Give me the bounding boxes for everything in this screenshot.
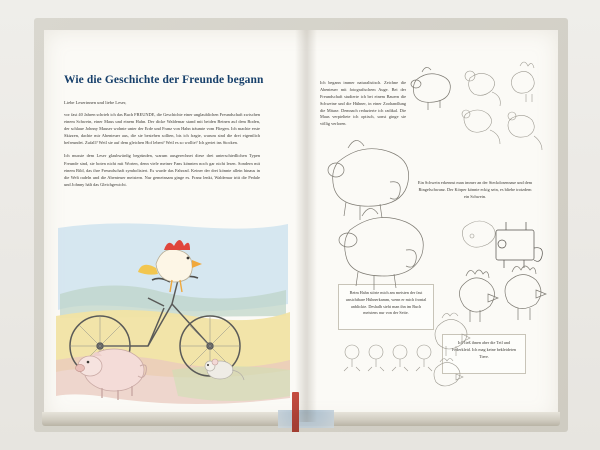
right-page: [320, 44, 552, 406]
square-pig-sketch: [496, 222, 542, 268]
pig-sketch: [411, 67, 450, 110]
paragraph-1: vor fast 40 Jahren schrieb ich das Buch FREUNDE, die Geschichte einer unglaublichen Freundschaft zwischen einem Schwein, einer Maus und einem Hahn. Der dicke Waldemar stand mit beiden Beinen auf dem Boden, der schlaue Johnny Mauser wohnte unter der Erde und Franz von Hahn träumte vom Fliegen. Ich machte erste Skizzen, dachte mir Abenteuer aus, die sie bestehen sollten, bis ich fragte, warum sind die drei eigentlich befreundet. Zufall? Weil sie auf dem gleichen Hof leben? Weil es so wollte? Ich geriet ins Stocken.: [64, 111, 260, 146]
note-box-feathers: Ich ließ ihnen aber die Teil und Federkleid. Ich mag keine bekleideten Tiere.: [442, 334, 526, 374]
chapter-title: Wie die Geschichte der Freunde begann: [64, 74, 264, 86]
right-paragraph-1: Ich begann immer naturalistisch. Zeichne die Abenteuer mit fotografischem Auge. Bei der Freundschaft studierte ich bei einem Bauern die Schweine und die Hühner, in einer Zoohandlung die Mäuse. Demnach reduzierte ich radikal. Die Maus verpieltete ich optisch, sonst ginge sie völlig verloren.: [320, 80, 406, 127]
bookmark-ribbon: [292, 392, 299, 432]
rooster-sketch-right-1: [459, 270, 498, 322]
pig-sketch-large-2: [339, 208, 423, 290]
illustration-bicycle-scene: [52, 220, 292, 410]
rooster-sketch-right-2: [505, 266, 546, 320]
pig-sketch-large: [328, 140, 409, 220]
mouse-sketch-3: [508, 112, 542, 150]
right-paragraph-2: Ein Schwein erkennst man immer an der Steckdosennase und dem Ringelschwanz. Der Körper könnte eckig sein, es bliebe trotzdem ein Schwein.: [417, 180, 533, 199]
mouse-sketch-2: [462, 110, 500, 144]
book-spine-bottom: [278, 410, 334, 428]
mouse-sketch: [465, 71, 500, 106]
salutation: Liebe Leserinnen und liebe Leser,: [64, 99, 127, 105]
left-page: [56, 44, 292, 406]
rooster-sketch-top: [512, 62, 535, 102]
chick-sketch-row: [344, 345, 432, 371]
pig-head-sketch: [462, 221, 495, 247]
paragraph-2: Ich musste dem Leser glaubwürdig begründen, warum ausgerechnet diese drei unterschiedlichen Typen Freunde sind, sie boten nicht mit Worten, denn viele meiner Fans könnten noch gar nicht lesen. Sondern mit einem Bild, das ihre Freundschaft symbolisiert. Es wurde das Fahrrad. Keiner der drei könnte allein hinaus in die Welt radeln und die Abenteuer meistern. Nur gemeinsam ginge es. Franz lenkt, Waldemar tritt die Pedale und Johnny hält das Gleichgewicht.: [64, 153, 260, 187]
note-box-rooster: Beim Hahn störte mich am meisten der fast unsichtbare Hühnerkamm, wenn er mich frontal anblickte. Deshalb sieht man ihn im Buch meistens nur von der Seite.: [338, 284, 434, 330]
